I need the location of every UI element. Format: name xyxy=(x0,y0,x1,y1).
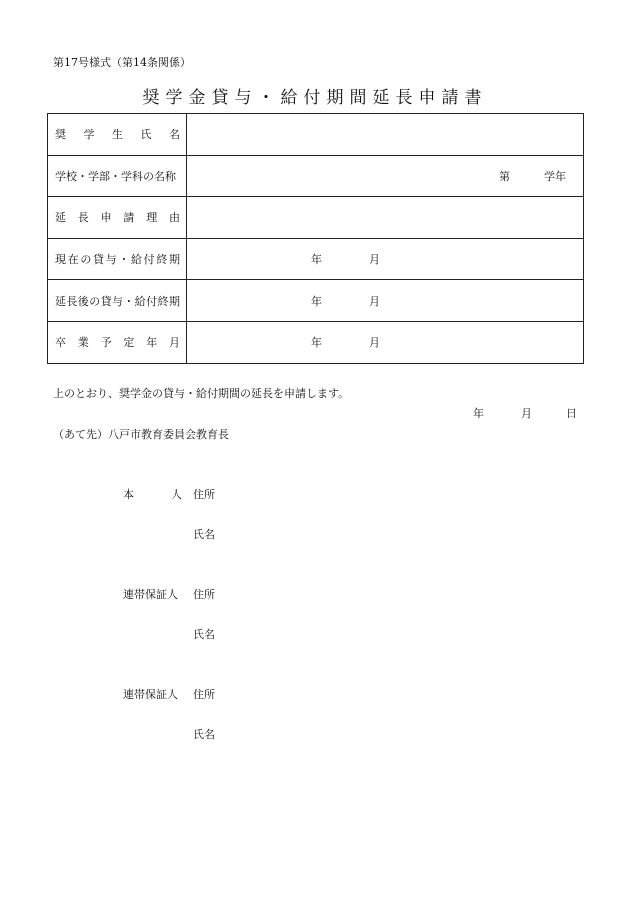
reason-field[interactable] xyxy=(187,197,584,239)
year-unit: 年 xyxy=(311,336,322,350)
applicant-address-label: 住所 xyxy=(193,488,215,501)
applicant-role-b: 人 xyxy=(171,488,182,501)
school-name-field[interactable] xyxy=(187,155,584,197)
date-month: 月 xyxy=(521,407,532,420)
month-unit: 月 xyxy=(369,253,380,267)
reason-label: 延長申請理由 xyxy=(55,211,180,225)
school-name-label: 学校・学部・学科の名称 xyxy=(55,169,176,183)
guarantor-1-address-label: 住所 xyxy=(193,588,215,601)
year-unit: 年 xyxy=(311,253,322,267)
guarantor-1-name-label: 氏名 xyxy=(193,628,215,641)
student-name-label: 奨学生氏名 xyxy=(55,128,180,142)
table-row xyxy=(48,155,584,197)
month-unit: 月 xyxy=(369,336,380,350)
table-row xyxy=(48,238,584,280)
extended-end-field[interactable] xyxy=(187,280,584,322)
grade-prefix: 第 xyxy=(499,169,510,183)
date-day: 日 xyxy=(566,407,577,420)
label-cell xyxy=(48,155,187,197)
table-row xyxy=(48,197,584,239)
application-statement: 上のとおり、奨学金の貸与・給付期間の延長を申請します。 xyxy=(53,387,350,400)
addressee: （あて先）八戸市教育委員会教育長 xyxy=(53,428,229,441)
form-number: 第17号様式（第14条関係） xyxy=(53,56,191,69)
document-title: 奨学金貸与・給付期間延長申請書 xyxy=(142,88,488,108)
label-cell xyxy=(48,321,187,363)
current-end-label: 現在の貸与・給付終期 xyxy=(55,253,180,267)
extended-end-label: 延長後の貸与・給付終期 xyxy=(55,294,180,308)
table-row xyxy=(48,321,584,363)
label-cell xyxy=(48,197,187,239)
label-cell xyxy=(48,238,187,280)
table-row xyxy=(48,280,584,322)
month-unit: 月 xyxy=(369,294,380,308)
label-cell xyxy=(48,114,187,156)
grade-suffix: 学年 xyxy=(544,169,566,183)
guarantor-2-name-label: 氏名 xyxy=(193,728,215,741)
applicant-name-label: 氏名 xyxy=(193,528,215,541)
graduation-label: 卒業予定年月 xyxy=(55,336,180,350)
guarantor-1-role: 連帯保証人 xyxy=(123,588,178,601)
date-year: 年 xyxy=(473,407,484,420)
current-end-field[interactable] xyxy=(187,238,584,280)
graduation-field[interactable] xyxy=(187,321,584,363)
student-name-field[interactable] xyxy=(187,114,584,156)
table-row xyxy=(48,114,584,156)
guarantor-2-role: 連帯保証人 xyxy=(123,688,178,701)
applicant-role-a: 本 xyxy=(123,488,134,501)
guarantor-2-address-label: 住所 xyxy=(193,688,215,701)
application-table xyxy=(47,113,584,364)
label-cell xyxy=(48,280,187,322)
year-unit: 年 xyxy=(311,294,322,308)
